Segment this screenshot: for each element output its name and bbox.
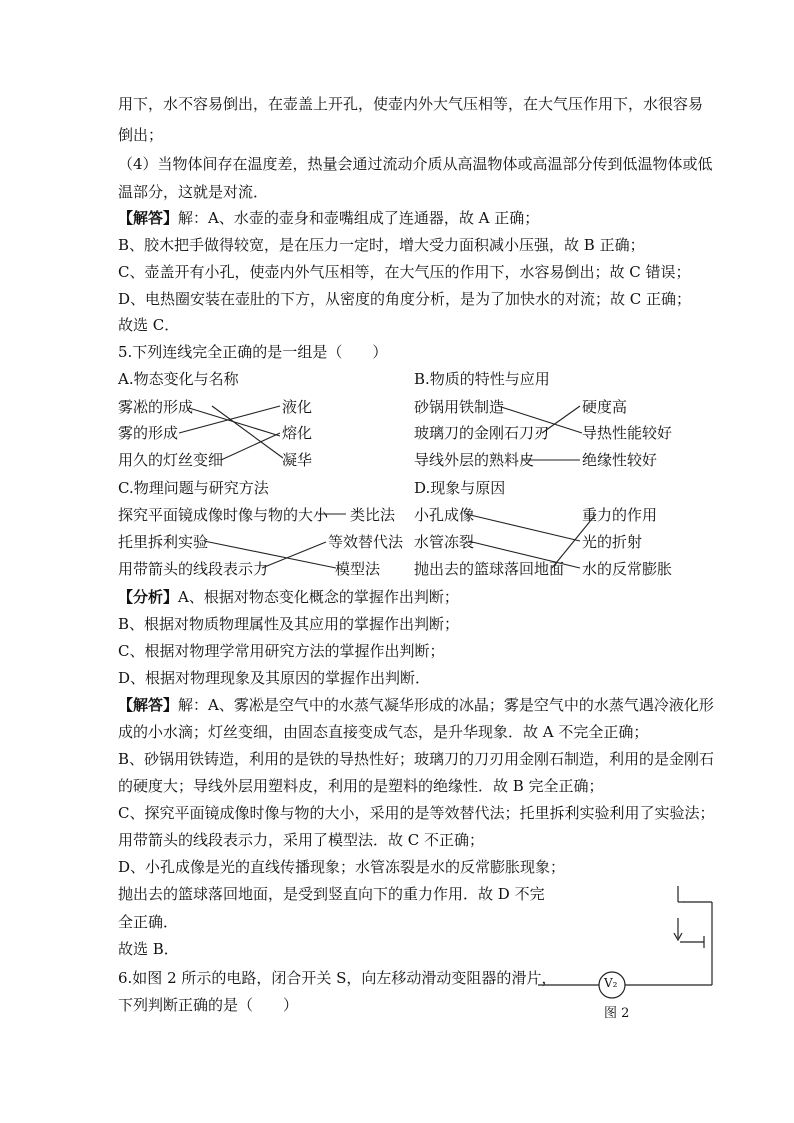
group-c-left-1: 探究平面镜成像时像与物的大小 xyxy=(118,506,329,524)
text-line: C、探究平面镜成像时像与物的大小，采用的是等效替代法；托里拆利实验利用了实验法； xyxy=(118,804,715,822)
text-line: 抛出去的篮球落回地面，是受到竖直向下的重力作用．故 D 不完 xyxy=(118,885,545,903)
answer-text: 解：A、水壶的壶身和壶嘴组成了连通器，故 A 正确； xyxy=(178,209,540,227)
group-d-right-2: 光的折射 xyxy=(582,533,643,551)
figure-caption: 图 2 xyxy=(604,1006,630,1021)
question-stem: 5.下列连线完全正确的是一组是（ ） xyxy=(118,343,388,361)
group-c-left-3: 用带箭头的线段表示力 xyxy=(118,560,269,578)
text-line: 用带箭头的线段表示力，采用了模型法．故 C 不正确； xyxy=(118,831,485,849)
group-d-right-1: 重力的作用 xyxy=(582,506,658,524)
group-d-left-3: 抛出去的篮球落回地面 xyxy=(414,560,565,578)
text-line: D、根据对物理现象及其原因的掌握作出判断． xyxy=(118,669,431,687)
group-b-left-1: 砂锅用铁制造 xyxy=(414,398,505,416)
group-b-right-2: 导热性能较好 xyxy=(582,424,673,442)
voltmeter-symbol: V₂ xyxy=(604,976,618,990)
text-line: 故选 C． xyxy=(118,316,180,334)
group-d-left-2: 水管冻裂 xyxy=(414,533,475,551)
text-line: 故选 B． xyxy=(118,940,179,958)
group-c-title: C.物理问题与研究方法 xyxy=(118,479,269,497)
group-a-right-2: 熔化 xyxy=(282,424,313,442)
group-d-right-3: 水的反常膨胀 xyxy=(582,560,673,578)
text-line: C、根据对物理学常用研究方法的掌握作出判断； xyxy=(118,642,445,660)
answer-label: 【解答】 xyxy=(118,696,179,714)
analysis-text: A、根据对物态变化概念的掌握作出判断； xyxy=(178,588,459,606)
text-line: 倒出； xyxy=(118,126,164,144)
text-line: 下列判断正确的是（ ） xyxy=(118,996,299,1014)
group-d-title: D.现象与原因 xyxy=(414,479,506,497)
text-line: 温部分，这就是对流． xyxy=(118,183,269,201)
group-c-left-2: 托里拆利实验 xyxy=(118,533,209,551)
group-c-right-2: 等效替代法 xyxy=(328,533,404,551)
group-a-left-3: 用久的灯丝变细 xyxy=(118,451,224,469)
answer-text: 解：A、雾凇是空气中的水蒸气凝华形成的冰晶；雾是空气中的水蒸气遇冷液化形 xyxy=(178,696,714,714)
group-a-left-1: 雾凇的形成 xyxy=(118,398,194,416)
text-line: （4）当物体间存在温度差，热量会通过流动介质从高温物体或高温部分传到低温物体或低 xyxy=(118,155,713,173)
text-line: D、小孔成像是光的直线传播现象；水管冻裂是水的反常膨胀现象； xyxy=(118,858,566,876)
text-line: D、电热圈安装在壶肚的下方，从密度的角度分析，是为了加快水的对流；故 C 正确； xyxy=(118,290,692,308)
group-b-right-1: 硬度高 xyxy=(582,398,628,416)
group-a-left-2: 雾的形成 xyxy=(118,424,179,442)
group-a-right-3: 凝华 xyxy=(282,451,313,469)
group-b-left-2: 玻璃刀的金刚石刀刃 xyxy=(414,424,550,442)
group-c-right-1: 类比法 xyxy=(350,506,396,524)
text-line: 的硬度大；导线外层用塑料皮，利用的是塑料的绝缘性．故 B 完全正确； xyxy=(118,777,604,795)
group-a-title: A.物态变化与名称 xyxy=(118,370,239,388)
group-b-left-3: 导线外层的熟料皮 xyxy=(414,451,535,469)
text-line: 成的小水滴；灯丝变细，由固态直接变成气态，是升华现象．故 A 不完全正确； xyxy=(118,723,649,741)
text-line: B、胶木把手做得较宽，是在压力一定时，增大受力面积减小压强，故 B 正确； xyxy=(118,236,645,254)
text-line: 用下，水不容易倒出，在壶盖上开孔，使壶内外大气压相等，在大气压作用下，水很容易 xyxy=(118,95,704,113)
group-a-right-1: 液化 xyxy=(282,398,313,416)
text-line: 全正确． xyxy=(118,913,179,931)
text-line: C、壶盖开有小孔，使壶内外气压相等，在大气压的作用下，水容易倒出；故 C 错误； xyxy=(118,263,691,281)
group-b-title: B.物质的特性与应用 xyxy=(414,370,550,388)
analysis-label: 【分析】 xyxy=(118,588,179,606)
text-line: B、根据对物质物理属性及其应用的掌握作出判断； xyxy=(118,615,460,633)
answer-label: 【解答】 xyxy=(118,209,179,227)
question-stem: 6.如图 2 所示的电路，闭合开关 S，向左移动滑动变阻器的滑片， xyxy=(118,969,557,987)
text-line: B、砂锅用铁铸造，利用的是铁的导热性好；玻璃刀的刀刃用金刚石制造，利用的是金刚石 xyxy=(118,750,715,768)
group-b-right-3: 绝缘性较好 xyxy=(582,451,658,469)
group-d-left-1: 小孔成像 xyxy=(414,506,475,524)
group-c-right-3: 模型法 xyxy=(335,560,381,578)
